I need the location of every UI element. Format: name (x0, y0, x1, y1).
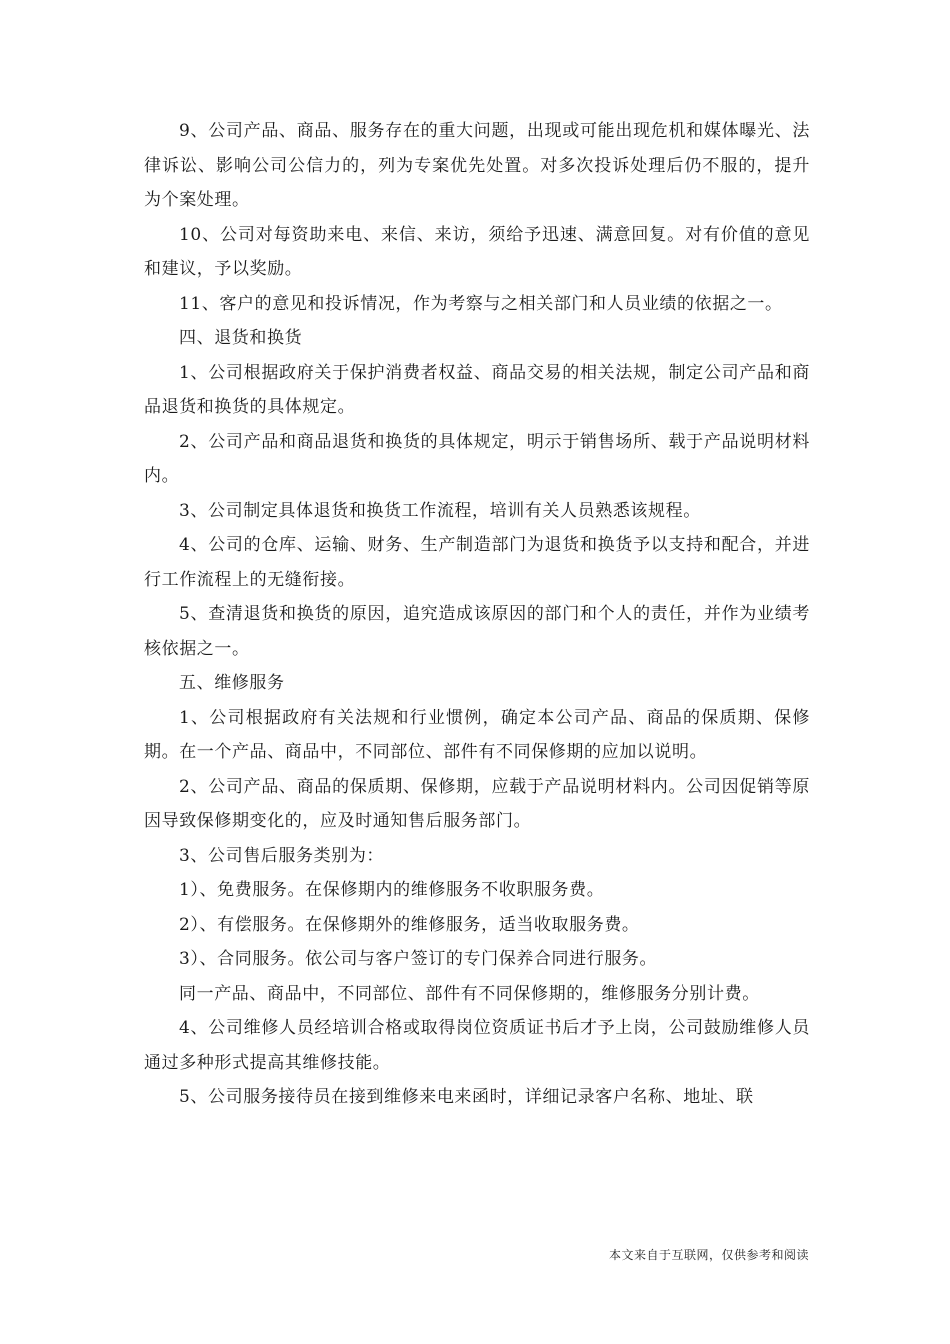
paragraph-repair-2: 2、公司产品、商品的保质期、保修期，应载于产品说明材料内。公司因促销等原因导致保修期变化的，应及时通知售后服务部门。 (144, 776, 810, 831)
paragraph-returns-5: 5、查清退货和换货的原因，追究造成该原因的部门和个人的责任，并作为业绩考核依据之一。 (144, 604, 810, 659)
paragraph-returns-2: 2、公司产品和商品退货和换货的具体规定，明示于销售场所、载于产品说明材料内。 (144, 431, 810, 486)
paragraph-repair-3-3: 3）、合同服务。依公司与客户签订的专门保养合同进行服务。 (179, 949, 658, 969)
section-heading-returns: 四、退货和换货 (179, 328, 303, 348)
footer-note: 本文来自于互联网，仅供参考和阅读 (608, 1248, 809, 1262)
paragraph-item-9: 9、公司产品、商品、服务存在的重大问题，出现或可能出现危机和媒体曝光、法律诉讼、影响公司公信力的，列为专案优先处置。对多次投诉处理后仍不服的，提升为个案处理。 (144, 121, 810, 210)
paragraph-repair-3-2: 2）、有偿服务。在保修期外的维修服务，适当收取服务费。 (179, 914, 640, 935)
paragraph-returns-4: 4、公司的仓库、运输、财务、生产制造部门为退货和换货予以支持和配合，并进行工作流程上的无缝衔接。 (144, 535, 810, 590)
paragraph-repair-note: 同一产品、商品中，不同部位、部件有不同保修期的，维修服务分别计费。 (179, 983, 760, 1004)
paragraph-repair-1: 1、公司根据政府有关法规和行业惯例，确定本公司产品、商品的保质期、保修期。在一个产品、商品中，不同部位、部件有不同保修期的应加以说明。 (144, 707, 810, 762)
paragraph-repair-5: 5、公司服务接待员在接到维修来电来函时，详细记录客户名称、地址、联 (179, 1087, 754, 1107)
section-heading-repair: 五、维修服务 (179, 673, 285, 693)
paragraph-item-10: 10、公司对每资助来电、来信、来访，须给予迅速、满意回复。对有价值的意见和建议，予以奖励。 (144, 224, 810, 279)
paragraph-repair-3-1: 1）、免费服务。在保修期内的维修服务不收职服务费。 (179, 880, 605, 900)
paragraph-returns-1: 1、公司根据政府关于保护消费者权益、商品交易的相关法规，制定公司产品和商品退货和换货的具体规定。 (144, 362, 810, 417)
paragraph-repair-3: 3、公司售后服务类别为： (179, 845, 385, 866)
paragraph-item-11: 11、客户的意见和投诉情况，作为考察与之相关部门和人员业绩的依据之一。 (179, 293, 783, 314)
paragraph-returns-3: 3、公司制定具体退货和换货工作流程，培训有关人员熟悉该规程。 (179, 500, 701, 521)
document-body (144, 114, 810, 1115)
paragraph-repair-4: 4、公司维修人员经培训合格或取得岗位资质证书后才予上岗，公司鼓励维修人员通过多种形式提高其维修技能。 (144, 1018, 810, 1073)
